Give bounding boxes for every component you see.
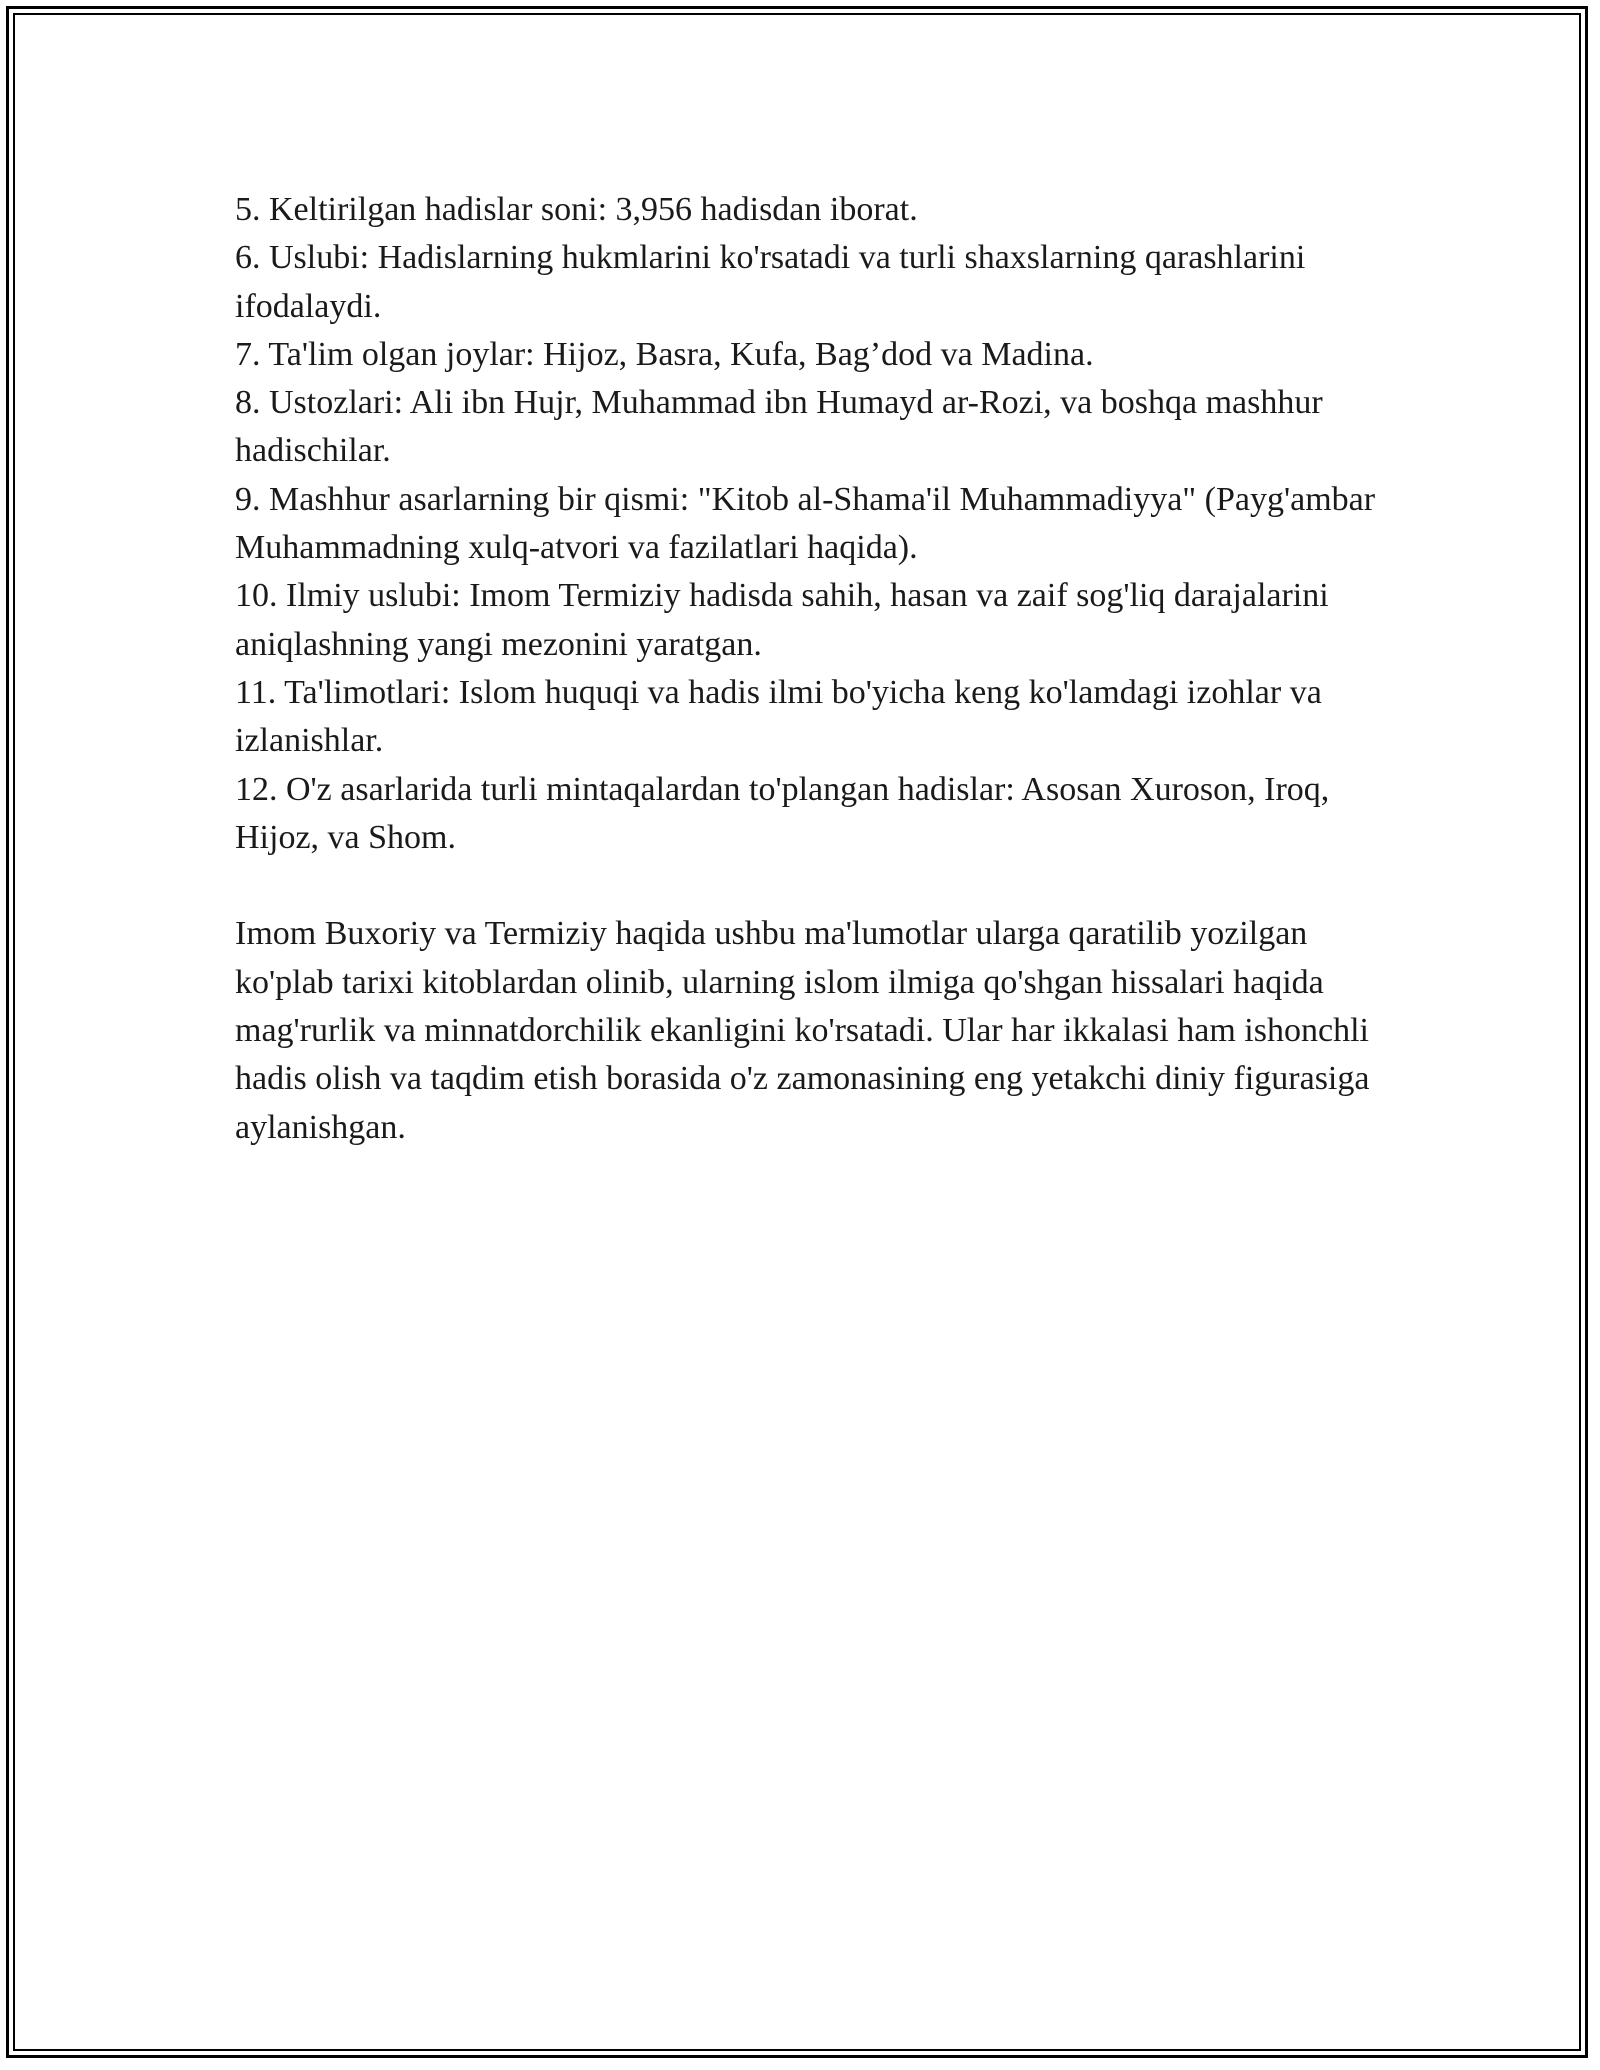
document-body: [235, 186, 1405, 1152]
list-item: 12. O'z asarlarida turli mintaqalardan to'plangan hadislar: Asosan Xuroson, Iroq, Hijoz, va Shom.: [235, 770, 1330, 856]
list-item: 5. Keltirilgan hadislar soni: 3,956 hadisdan iborat.: [235, 191, 918, 228]
summary-paragraph: Imom Buxoriy va Termiziy haqida ushbu ma'lumotlar ularga qaratilib yozilgan ko'plab tarixi kitoblardan olinib, ularning islom ilmiga qo'shgan hissalari haqida mag'rurlik va minnatdorchilik ekanligini ko'rsatadi. Ular har ikkalasi ham ishonchli hadis olish va taqdim etish borasida o'z zamonasining eng yetakchi diniy figurasiga aylanishgan.: [235, 915, 1370, 1146]
list-item: 10. Ilmiy uslubi: Imom Termiziy hadisda sahih, hasan va zaif sog'liq darajalarini aniqlashning yangi mezonini yaratgan.: [235, 577, 1329, 663]
list-item: 9. Mashhur asarlarning bir qismi: "Kitob al-Shama'il Muhammadiyya" (Payg'ambar Muhammadning xulq-atvori va fazilatlari haqida).: [235, 480, 1376, 567]
list-item: 11. Ta'limotlari: Islom huquqi va hadis ilmi bo'yicha keng ko'lamdagi izohlar va izlanishlar.: [235, 673, 1322, 760]
list-item: 7. Ta'lim olgan joylar: Hijoz, Basra, Kufa, Bag’dod va Madina.: [235, 335, 1094, 373]
list-item: 8. Ustozlari: Ali ibn Hujr, Muhammad ibn Humayd ar-Rozi, va boshqa mashhur hadischilar.: [235, 384, 1323, 470]
list-item: 6. Uslubi: Hadislarning hukmlarini ko'rsatadi va turli shaxslarning qarashlarini ifodalaydi.: [235, 239, 1306, 325]
